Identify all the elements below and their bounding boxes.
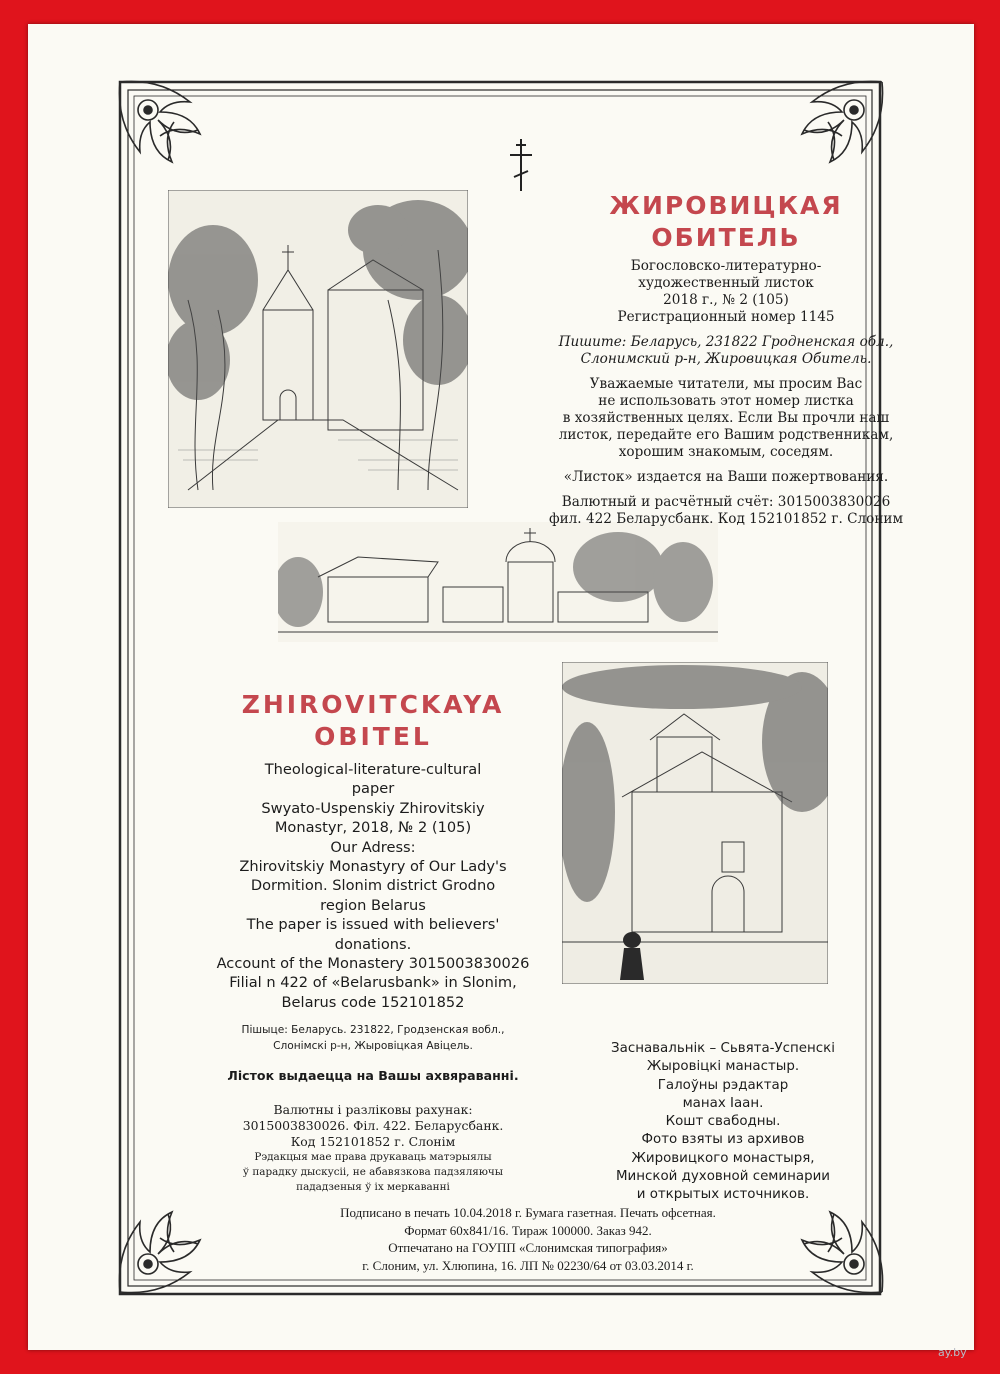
english-line: Account of the Monastery 3015003830026 — [216, 955, 530, 973]
english-line: Dormition. Slonim district Grodno — [250, 877, 496, 895]
english-line: Theological-literature-cultural — [264, 761, 482, 778]
imprint-line: Отпечатано на ГОУПП «Слонимская типография» — [388, 1240, 668, 1256]
belarusian-account — [178, 1102, 568, 1150]
russian-registration: Регистрационный номер 1145 — [617, 309, 835, 325]
imprint-line: Подписано в печать 10.04.2018 г. Бумага газетная. Печать офсетная. — [340, 1205, 716, 1220]
founder-editor-block — [573, 1040, 873, 1205]
english-title — [203, 689, 543, 753]
english-title-line1: ZHIROVITCKAYA — [241, 690, 505, 719]
belarusian-donations: Лісток выдаецца на Вашы ахвяраванні. — [227, 1068, 519, 1083]
english-line: Monastyr, 2018, № 2 (105) — [274, 819, 472, 837]
russian-donations: «Листок» издается на Ваши пожертвования. — [563, 469, 889, 485]
leaflet-page — [28, 24, 974, 1350]
russian-account-line2: фил. 422 Беларусбанк. Код 152101852 г. Слоним — [548, 511, 904, 527]
print-imprint — [298, 1204, 758, 1274]
russian-subtitle-line1: Богословско-литературно- — [630, 258, 822, 274]
english-line: Belarus code 152101852 — [281, 993, 465, 1011]
english-line: Swyato-Uspenskiy Zhirovitskiy — [261, 799, 485, 817]
monastery-street-panorama — [278, 522, 718, 642]
watermark: ay.by — [938, 1346, 967, 1359]
russian-address-line1: Пишите: Беларусь, 231822 Гродненская обл., — [558, 334, 894, 350]
english-line: paper — [351, 780, 395, 798]
belarusian-address-line1: Пішыце: Беларусь. 231822, Гродзенская вобл., — [241, 1024, 505, 1036]
belarusian-address — [178, 1022, 568, 1054]
english-line: donations. — [334, 935, 412, 953]
russian-request-line: листок, передайте его Вашим родственникам, — [558, 427, 894, 443]
imprint-line: г. Слоним, ул. Хлюпина, 16. ЛП № 02230/64 от 03.03.2014 г. — [362, 1257, 694, 1273]
belarusian-account-line: Валютны і разліковы рахунак: — [273, 1102, 473, 1117]
founder-line: манах Іаан. — [682, 1095, 764, 1111]
russian-title-line1: ЖИРОВИЦКАЯ — [609, 191, 843, 220]
russian-title — [596, 190, 856, 254]
founder-line: Кошт свабодны. — [665, 1114, 781, 1130]
belarusian-account-line: Код 152101852 г. Слонім — [290, 1134, 456, 1149]
english-line: region Belarus — [320, 896, 426, 914]
english-line: The paper is issued with believers' — [246, 916, 500, 934]
russian-issue: 2018 г., № 2 (105) — [663, 292, 789, 308]
belarusian-rights-line: ў парадку дыскусіі, не абавязкова падзяляючы — [242, 1166, 504, 1178]
belarusian-account-line: 3015003830026. Філ. 422. Беларусбанк. — [242, 1118, 504, 1133]
founder-line: Заснавальнік – Сьвята-Успенскі — [611, 1041, 835, 1056]
russian-request-line: хорошим знакомым, соседям. — [618, 444, 834, 460]
orthodox-cross-icon — [508, 137, 534, 193]
belarusian-address-line2: Слонімскі р-н, Жыровіцкая Авіцель. — [273, 1040, 473, 1052]
founder-line: Жировицкого монастыря, — [631, 1150, 815, 1166]
russian-request-line: не использовать этот номер листка — [598, 393, 854, 409]
russian-request-line: в хозяйственных целях. Если Вы прочли наш — [562, 410, 890, 426]
english-title-line2: OBITEL — [314, 722, 432, 751]
russian-address-line2: Слонимский р-н, Жировицкая Обитель. — [580, 351, 872, 367]
founder-line: и открытых источников. — [636, 1187, 810, 1203]
russian-subtitle-line2: художественный листок — [638, 275, 814, 291]
founder-line: Жыровіцкі манастыр. — [646, 1059, 800, 1075]
chapel-monk-illustration — [562, 662, 828, 984]
founder-line: Фото взяты из архивов — [641, 1132, 805, 1148]
russian-request-line: Уважаемые читатели, мы просим Вас — [589, 376, 863, 392]
belarusian-rights-line: Рэдакцыя мае права друкаваць матэрыялы — [254, 1151, 492, 1163]
russian-info-block — [506, 258, 946, 528]
imprint-line: Формат 60х841/16. Тираж 100000. Заказ 942. — [404, 1222, 652, 1238]
founder-line: Галоўны рэдактар — [657, 1077, 789, 1093]
english-line: Zhirovitskiy Monastyry of Our Lady's — [239, 858, 507, 876]
english-line: Filial n 422 of «Belarusbank» in Slonim, — [229, 974, 517, 992]
belarusian-rights-notice — [178, 1150, 568, 1195]
belarusian-rights-line: пададзеныя ў іх меркаванні — [296, 1181, 450, 1193]
english-line: Our Adress: — [330, 838, 416, 856]
church-sketch-illustration — [168, 190, 468, 508]
founder-line: Минской духовной семинарии — [616, 1169, 830, 1185]
russian-title-line2: ОБИТЕЛЬ — [651, 223, 801, 252]
english-info-block — [168, 760, 578, 1012]
russian-account-line1: Валютный и расчётный счёт: 3015003830026 — [561, 494, 891, 510]
